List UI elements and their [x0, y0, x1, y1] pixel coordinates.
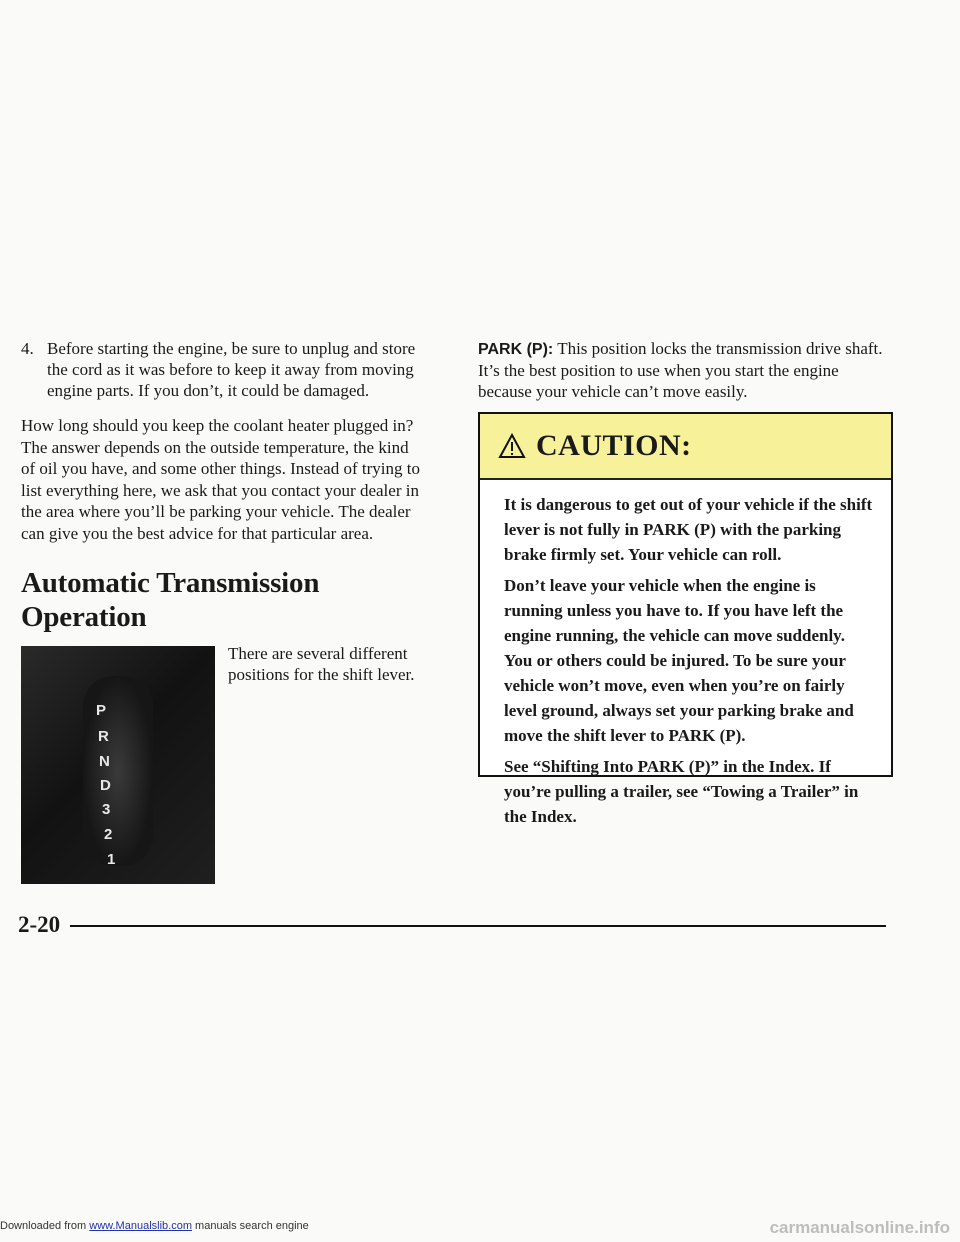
download-watermark — [0, 1220, 309, 1232]
warning-triangle-icon — [498, 433, 526, 459]
manualslib-link[interactable]: www.Manualslib.com — [89, 1220, 192, 1232]
caution-title: CAUTION: — [536, 429, 692, 462]
step-number: 4. — [21, 339, 34, 358]
step-4 — [21, 338, 425, 401]
caution-box — [478, 412, 893, 826]
caution-paragraph-3: See “Shifting Into PARK (P)” in the Index. If you’re pulling a trailer, see “Towing a Trailer” in the Index. — [504, 757, 859, 826]
gear-n-label: N — [99, 753, 110, 770]
shift-lever-photo — [21, 646, 215, 884]
gear-d-label: D — [100, 777, 111, 794]
caution-header — [480, 414, 891, 480]
gear-3-label: 3 — [102, 801, 111, 818]
watermark-suffix: manuals search engine — [191, 1220, 309, 1232]
step-text: Before starting the engine, be sure to unplug and store the cord as it was before to keep it away from moving engine parts. If you don’t, it could be damaged. — [47, 339, 416, 400]
coolant-heater-paragraph: How long should you keep the coolant heater plugged in? The answer depends on the outside temperature, the kind of oil you have, and some other things. Instead of trying to list everything here, we ask that you contact your dealer in the area where you’ll be parking your vehicle. The dealer can give you the best advice for that particular area. — [21, 416, 420, 543]
right-column — [478, 338, 888, 402]
gear-p-label: P — [96, 702, 107, 719]
park-text: This position locks the transmission drive shaft. It’s the best position to use when you start the engine because your vehicle can’t move easily. — [478, 339, 883, 401]
gear-r-label: R — [98, 728, 109, 745]
watermark-prefix: Downloaded from — [0, 1220, 90, 1232]
caution-body — [480, 480, 891, 829]
gear-2-label: 2 — [104, 826, 113, 843]
section-heading: Automatic Transmission Operation — [21, 567, 320, 633]
footer-rule — [70, 925, 886, 927]
photo-caption: There are several different positions for the shift lever. — [228, 644, 415, 684]
photo-row — [21, 646, 425, 884]
shift-slot — [83, 676, 153, 866]
left-column — [21, 338, 425, 884]
park-paragraph — [478, 338, 888, 402]
gear-1-label: 1 — [107, 851, 116, 868]
caution-paragraph-2: Don’t leave your vehicle when the engine is running unless you have to. If you have left the engine running, the vehicle can move suddenly. You or others could be injured. To be sure your vehicle won’t move, even when you’re on fairly level ground, always set your parking brake and move the shift lever to PARK (P). — [504, 576, 854, 745]
page-number: 2-20 — [18, 912, 61, 937]
site-watermark: carmanualsonline.info — [769, 1218, 950, 1237]
park-label: PARK (P): — [478, 341, 554, 358]
caution-paragraph-1: It is dangerous to get out of your vehicle if the shift lever is not fully in PARK (P) with the parking brake firmly set. Your vehicle can roll. — [504, 495, 873, 564]
